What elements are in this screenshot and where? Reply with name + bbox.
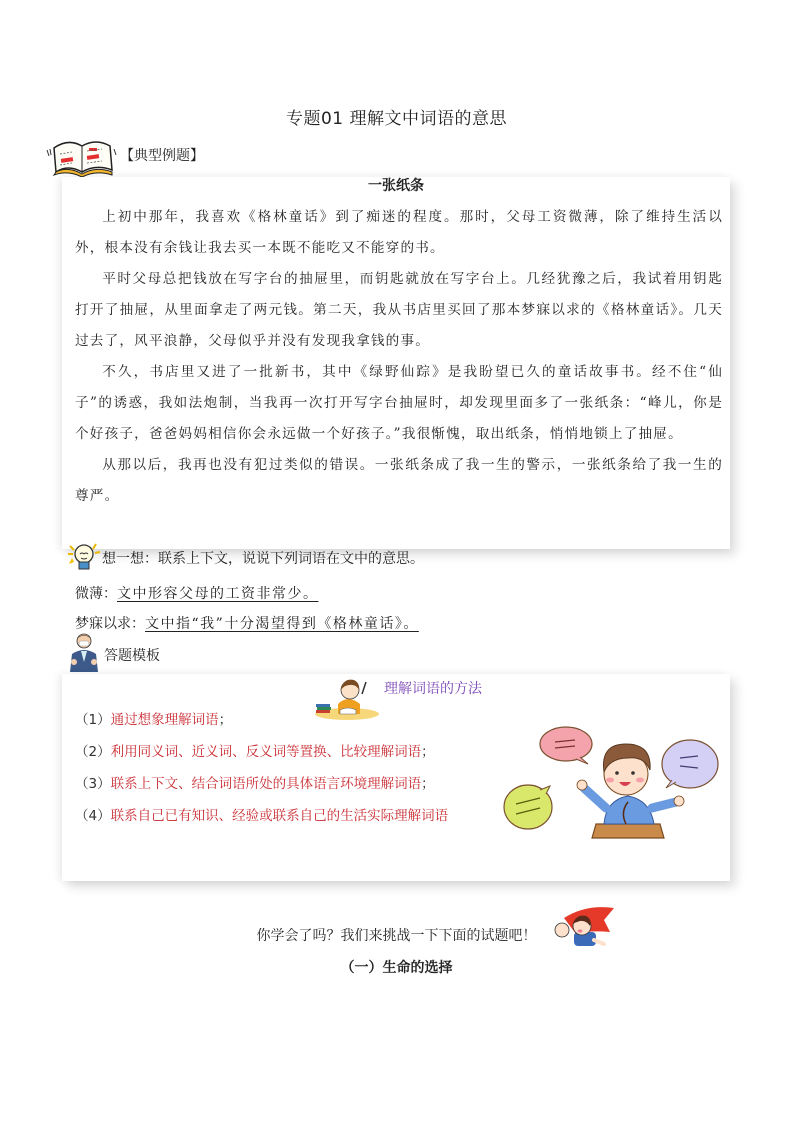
subsection-title: （一）生命的选择 (340, 960, 453, 976)
speaking-boy-illustration (500, 722, 730, 842)
section-heading-example: 【典型例题】 (120, 148, 204, 164)
qa-term: 梦寐以求： (75, 616, 145, 632)
methods-card (62, 674, 730, 881)
superhero-icon (546, 904, 616, 954)
open-book-icon (46, 134, 118, 178)
page-title: 专题01 理解文中词语的意思 (285, 109, 508, 129)
qa-item (75, 613, 425, 633)
think-prompt: 想一想：联系上下文，说说下列词语在文中的意思。 (102, 551, 424, 567)
story-paragraph: 从那以后，我再也没有犯过类似的错误。一张纸条成了我一生的警示，一张纸条给了我一生的尊严。 (75, 457, 723, 504)
methods-list (75, 704, 448, 832)
methods-title: 理解词语的方法 (384, 681, 482, 697)
method-item: （1）通过想象理解词语； (75, 712, 233, 728)
qa-answer: 文中形容父母的工资非常少。 (117, 586, 319, 602)
story-title: 一张纸条 (368, 178, 424, 194)
story-card (62, 177, 730, 549)
story-paragraph: 上初中那年，我喜欢《格林童话》到了痴迷的程度。那时，父母工资微薄，除了维持生活以外，根本没有余钱让我去买一本既不能吃又不能穿的书。 (75, 209, 723, 256)
story-paragraph: 平时父母总把钱放在写字台的抽屉里，而钥匙就放在写字台上。几经犹豫之后，我试着用钥匙打开了抽屉，从里面拿走了两元钱。第二天，我从书店里买回了那本梦寐以求的《格林童话》。几天过去了，风平浪静，父母似乎并没有发现我拿钱的事。 (75, 271, 723, 349)
story-body (75, 202, 723, 512)
section-heading-template: 答题模板 (104, 648, 160, 664)
qa-item (75, 583, 325, 603)
teacher-icon (66, 632, 102, 672)
story-paragraph: 不久，书店里又进了一批新书，其中《绿野仙踪》是我盼望已久的童话故事书。经不住“仙子”的诱惑，我如法炮制，当我再一次打开写字台抽屉时，却发现里面多了一张纸条：“峰儿，你是个好孩子，爸爸妈妈相信你会永远做一个好孩子。”我很惭愧，取出纸条，悄悄地锁上了抽屉。 (75, 364, 723, 442)
method-item: （4）联系自己已有知识、经验或联系自己的生活实际理解词语 (75, 808, 449, 824)
method-item: （2）利用同义词、近义词、反义词等置换、比较理解词语； (75, 744, 435, 760)
method-item: （3）联系上下文、结合词语所处的具体语言环境理解词语； (75, 776, 435, 792)
challenge-text: 你学会了吗？我们来挑战一下下面的试题吧！ (256, 928, 537, 944)
qa-term: 微薄： (75, 586, 117, 602)
lightbulb-icon (66, 540, 102, 574)
qa-answer: 文中指“我”十分渴望得到《格林童话》。 (145, 616, 419, 632)
